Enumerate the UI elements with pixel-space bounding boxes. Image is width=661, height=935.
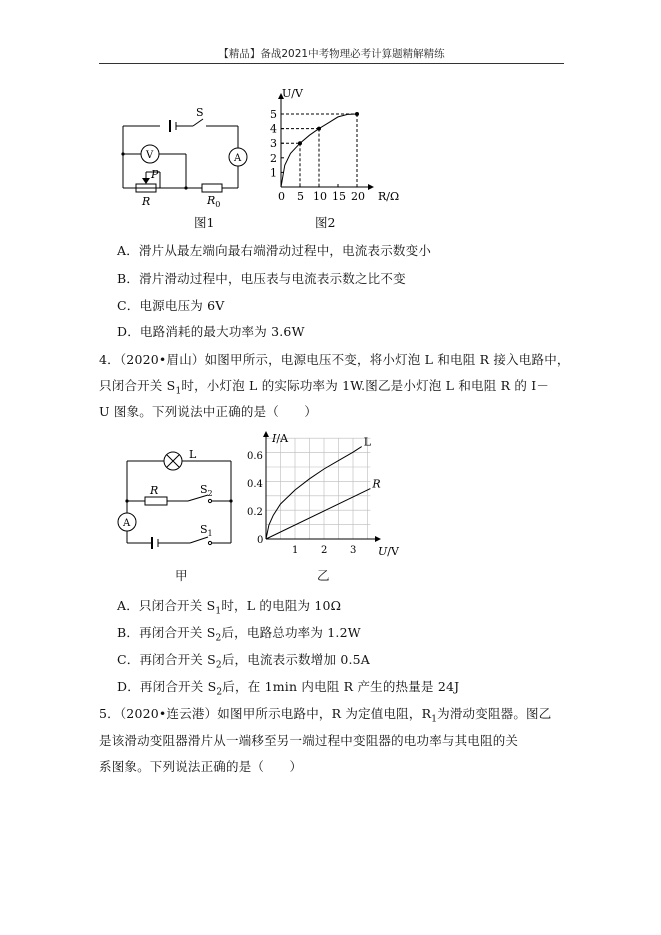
switch1-label: $S_1$ [200, 523, 213, 538]
x-tick-label: 3 [350, 545, 357, 556]
switch2-label: $S_2$ [200, 483, 213, 498]
q5-stem-line3: 系图象。下列说法正确的是（ ） [99, 759, 303, 774]
q3-option-c: C．电源电压为 6V [117, 298, 225, 313]
x-tick-label: 2 [321, 545, 328, 556]
x-tick-label: 15 [332, 190, 346, 203]
q4-option-b: B．再闭合开关 $S_2$后，电路总功率为 1.2W [117, 625, 361, 644]
q5-stem-line2: 是该滑动变阻器滑片从一端移至另一端过程中变阻器的电功率与其电阻的关 [99, 733, 519, 748]
resistor-label: R [150, 484, 159, 497]
switch-label: S [196, 106, 204, 119]
y-axis-arrow [263, 431, 269, 437]
y-axis-label: U/V [282, 87, 303, 100]
x-axis-label: R/Ω [378, 190, 400, 203]
ammeter-label: A [234, 153, 242, 164]
y-tick-label: 2 [270, 151, 277, 165]
q4-option-c: C．再闭合开关 $S_2$后，电流表示数增加 0.5A [117, 652, 371, 671]
x-axis-arrow [375, 536, 381, 542]
x-tick-label: 0 [278, 190, 285, 203]
x-axis-label: U/V [378, 545, 399, 558]
y-axis-label: I/A [272, 432, 289, 445]
x-tick-label: 20 [351, 190, 365, 203]
q5-stem-line1: 5．（2020•连云港）如图甲所示电路中，R 为定值电阻，$R_1$为滑动变阻器。图乙 [99, 706, 552, 725]
origin-label: 0 [257, 535, 264, 546]
fixed-resistor-label: $R_0$ [207, 194, 221, 209]
jia-caption: 甲 [175, 568, 188, 583]
y-tick-label: 0.2 [247, 507, 263, 518]
x-tick-label: 1 [292, 545, 299, 556]
q4-stem-line2: 只闭合开关 $S_1$时，小灯泡 L 的实际功率为 1W.图乙是小灯泡 L 和电阻 R 的 I－ [99, 378, 550, 397]
x-tick-label: 5 [297, 190, 304, 203]
q3-option-d: D．电路消耗的最大功率为 3.6W [117, 324, 305, 339]
q3-option-a: A．滑片从最左端向最右端滑动过程中，电流表示数变小 [117, 243, 432, 258]
series-r-line [266, 489, 370, 539]
y-tick-label: 1 [270, 166, 277, 180]
series-label: R [372, 477, 381, 491]
series-label: L [363, 435, 372, 449]
y-tick-label: 3 [270, 137, 277, 151]
q4-stem-line1: 4．（2020•眉山）如图甲所示，电源电压不变，将小灯泡 L 和电阻 R 接入电路中， [99, 352, 570, 367]
voltmeter-label: V [146, 150, 154, 161]
y-tick-label: 0.4 [247, 479, 263, 490]
page-header: 【精品】备战2021中考物理必考计算题精解精练 [218, 48, 445, 60]
slider-label: P [151, 168, 159, 181]
y-tick-label: 5 [270, 108, 277, 121]
lamp-label: L [189, 448, 197, 461]
fig2-caption: 图2 [315, 215, 336, 230]
yi-caption: 乙 [317, 568, 330, 583]
q4-stem-line3: U 图象。下列说法中正确的是（ ） [99, 404, 318, 419]
fig1-caption: 图1 [194, 215, 215, 230]
y-tick-label: 4 [270, 122, 277, 136]
q3-option-b: B．滑片滑动过程中，电压表与电流表示数之比不变 [117, 271, 406, 286]
q4-option-a: A．只闭合开关 $S_1$时，L 的电阻为 10Ω [117, 598, 342, 617]
ammeter-label: A [123, 518, 131, 529]
y-tick-label: 0.6 [247, 451, 263, 462]
x-tick-label: 10 [313, 190, 327, 203]
rheostat-label: R [142, 195, 151, 208]
q4-option-d: D．再闭合开关 $S_2$后，在 1min 内电阻 R 产生的热量是 24J [117, 679, 460, 698]
